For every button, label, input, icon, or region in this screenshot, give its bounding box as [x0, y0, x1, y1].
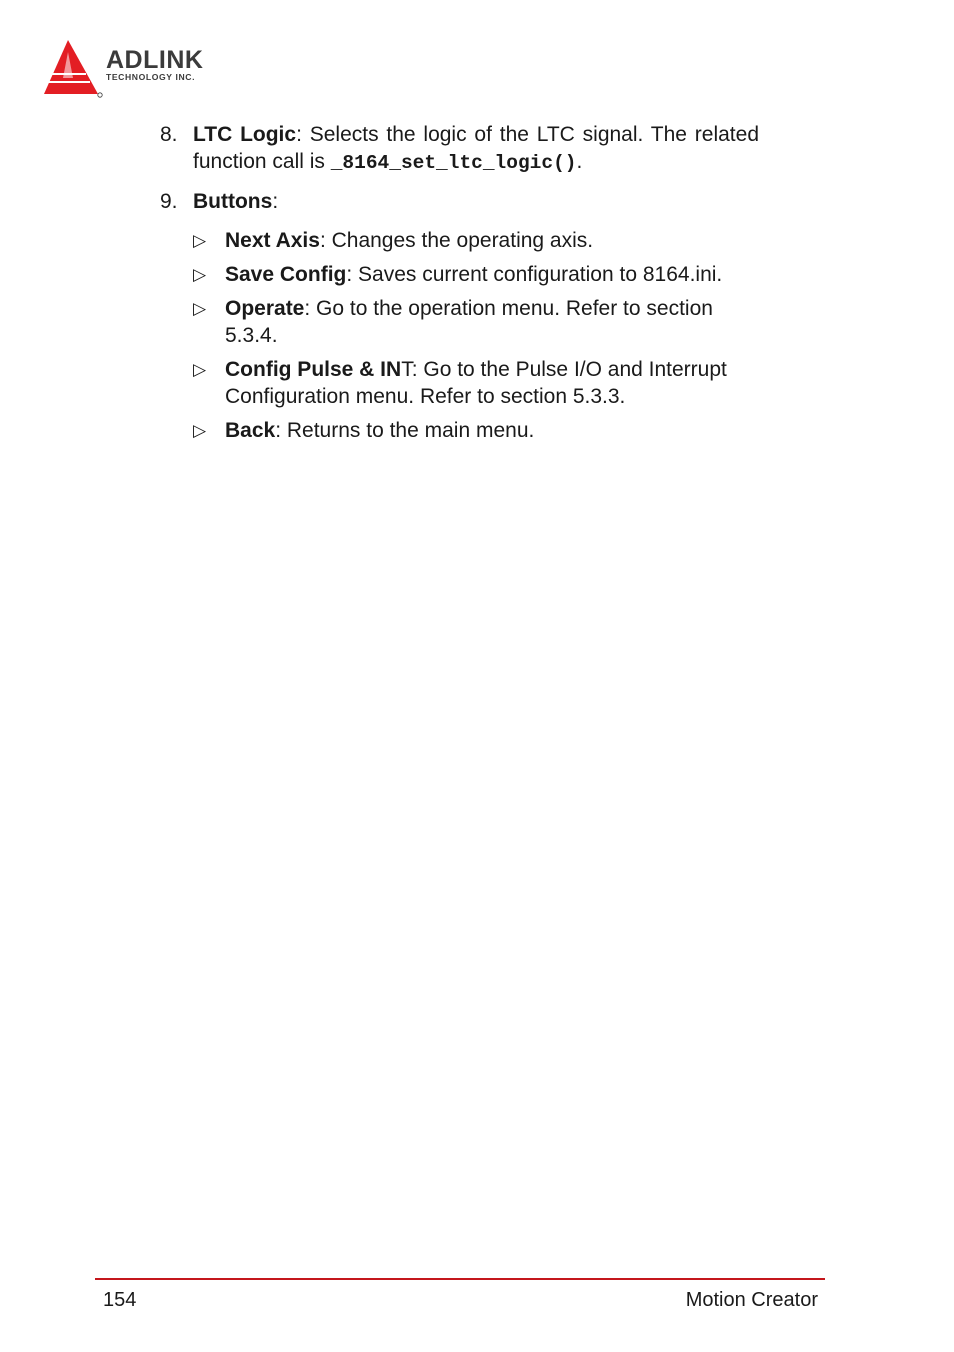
footer-rule [95, 1278, 825, 1280]
triangle-bullet-icon: ▷ [193, 360, 207, 379]
adlink-logo [40, 38, 240, 100]
bullet-text: : Saves current configuration to 8164.ini. [346, 263, 723, 286]
item-text: : Selects the logic of the LTC signal. The related function call is [193, 123, 759, 173]
bullet-term: Next Axis [225, 229, 320, 252]
item-text-end: . [576, 150, 583, 173]
bullet-term: Config Pulse & IN [225, 358, 402, 381]
bullet-config-pulse-int [160, 356, 770, 410]
bullet-text: : Changes the operating axis. [319, 229, 594, 252]
item-number: 8. [160, 123, 178, 146]
bullet-save-config [160, 261, 770, 288]
bullet-term: Save Config [225, 263, 347, 286]
item-number: 9. [160, 190, 178, 213]
section-title: Motion Creator [685, 1289, 818, 1311]
bullet-text: : Go to the operation menu. Refer to section 5.3.4. [225, 297, 713, 347]
bullet-term: Operate [225, 297, 305, 320]
triangle-bullet-icon: ▷ [193, 265, 207, 284]
bullet-operate [160, 295, 770, 349]
item-term: LTC Logic [193, 123, 297, 146]
triangle-bullet-icon: ▷ [193, 299, 207, 318]
triangle-bullet-icon: ▷ [193, 421, 207, 440]
item-text-end: : [272, 190, 279, 213]
bullet-text: T: Go to the Pulse I/O and Interrupt Configuration menu. Refer to section 5.3.3. [225, 358, 727, 408]
logo-name: ADLINK [106, 46, 204, 74]
item-term: Buttons [193, 190, 273, 213]
logo-subtitle: TECHNOLOGY INC. [106, 72, 196, 82]
buttons-bullet-list [160, 227, 770, 444]
bullet-next-axis [160, 227, 770, 254]
bullet-text: : Returns to the main menu. [275, 419, 535, 442]
function-call-code: _8164_set_ltc_logic() [330, 152, 577, 174]
triangle-bullet-icon: ▷ [193, 231, 207, 250]
page-content [160, 121, 770, 451]
list-item-ltc-logic [160, 121, 759, 177]
bullet-term: Back [225, 419, 276, 442]
bullet-back [160, 417, 770, 444]
list-item-buttons [160, 188, 770, 215]
page-number: 154 [103, 1289, 137, 1311]
adlink-triangle-icon [40, 38, 106, 100]
